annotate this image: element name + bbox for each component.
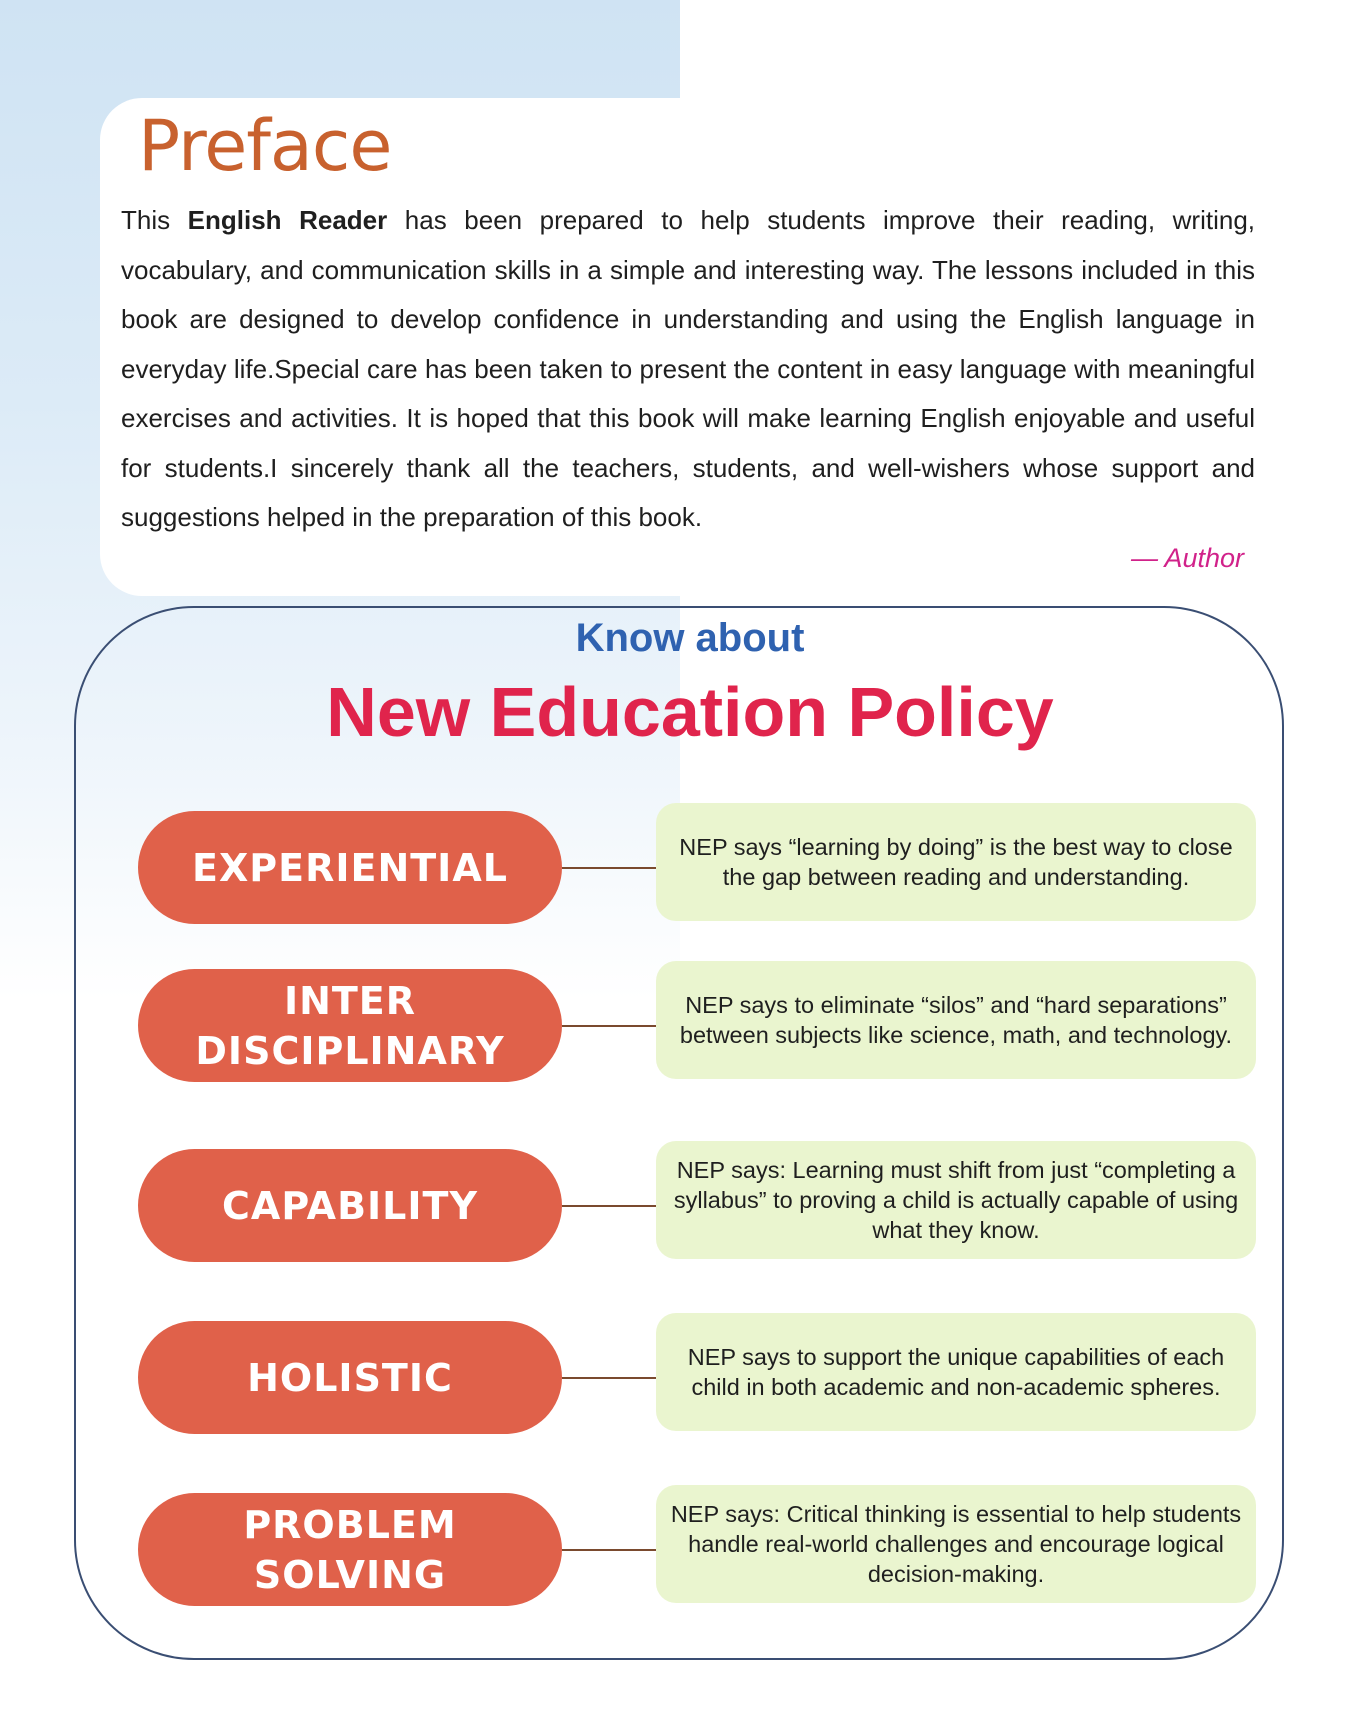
- nep-row-problem-solving: [0, 1485, 1350, 1609]
- connector-line: [562, 1549, 656, 1551]
- preface-signature: — Author: [1130, 543, 1244, 573]
- nep-pill-label: PROBLEM SOLVING: [138, 1493, 562, 1606]
- nep-pill-label: EXPERIENTIAL: [138, 811, 562, 924]
- nep-description: NEP says: Learning must shift from just “completing a syllabus” to proving a child is actually capable of using what they know.: [656, 1141, 1256, 1259]
- nep-description: NEP says to support the unique capabilities of each child in both academic and non-academic spheres.: [656, 1313, 1256, 1431]
- preface-text-lead: This: [121, 205, 188, 235]
- nep-row-holistic: [0, 1313, 1350, 1437]
- nep-row-experiential: [0, 803, 1350, 927]
- nep-description: NEP says to eliminate “silos” and “hard separations” between subjects like science, math, and technology.: [656, 961, 1256, 1079]
- nep-pill-label: INTER DISCIPLINARY: [138, 969, 562, 1082]
- book-name: English Reader: [187, 205, 388, 235]
- nep-kicker: Know about: [575, 616, 805, 660]
- nep-pill-label: CAPABILITY: [138, 1149, 562, 1262]
- connector-line: [562, 1025, 656, 1027]
- connector-line: [562, 1205, 656, 1207]
- nep-row-capability: [0, 1141, 1350, 1265]
- connector-line: [562, 867, 656, 869]
- nep-description: NEP says “learning by doing” is the best way to close the gap between reading and understanding.: [656, 803, 1256, 921]
- nep-description: NEP says: Critical thinking is essential to help students handle real-world challenges and encourage logical decision-making.: [656, 1485, 1256, 1603]
- nep-pill-label: HOLISTIC: [138, 1321, 562, 1434]
- connector-line: [562, 1377, 656, 1379]
- preface-text-body: has been prepared to help students improve their reading, writing, vocabulary, and communication skills in a simple and interesting way. The lessons included in this book are designed to develop confidence in understanding and using the English language in everyday life.Special care has been taken to present the content in easy language with meaningful exercises and activities. It is hoped that this book will make learning English enjoyable and useful for students.I sincerely thank all the teachers, students, and well-wishers whose support and suggestions helped in the preparation of this book.: [121, 205, 1256, 532]
- nep-row-interdisciplinary: [0, 961, 1350, 1085]
- nep-title: New Education Policy: [326, 673, 1054, 751]
- preface-paragraph: [121, 196, 1255, 543]
- preface-title: Preface: [138, 105, 392, 187]
